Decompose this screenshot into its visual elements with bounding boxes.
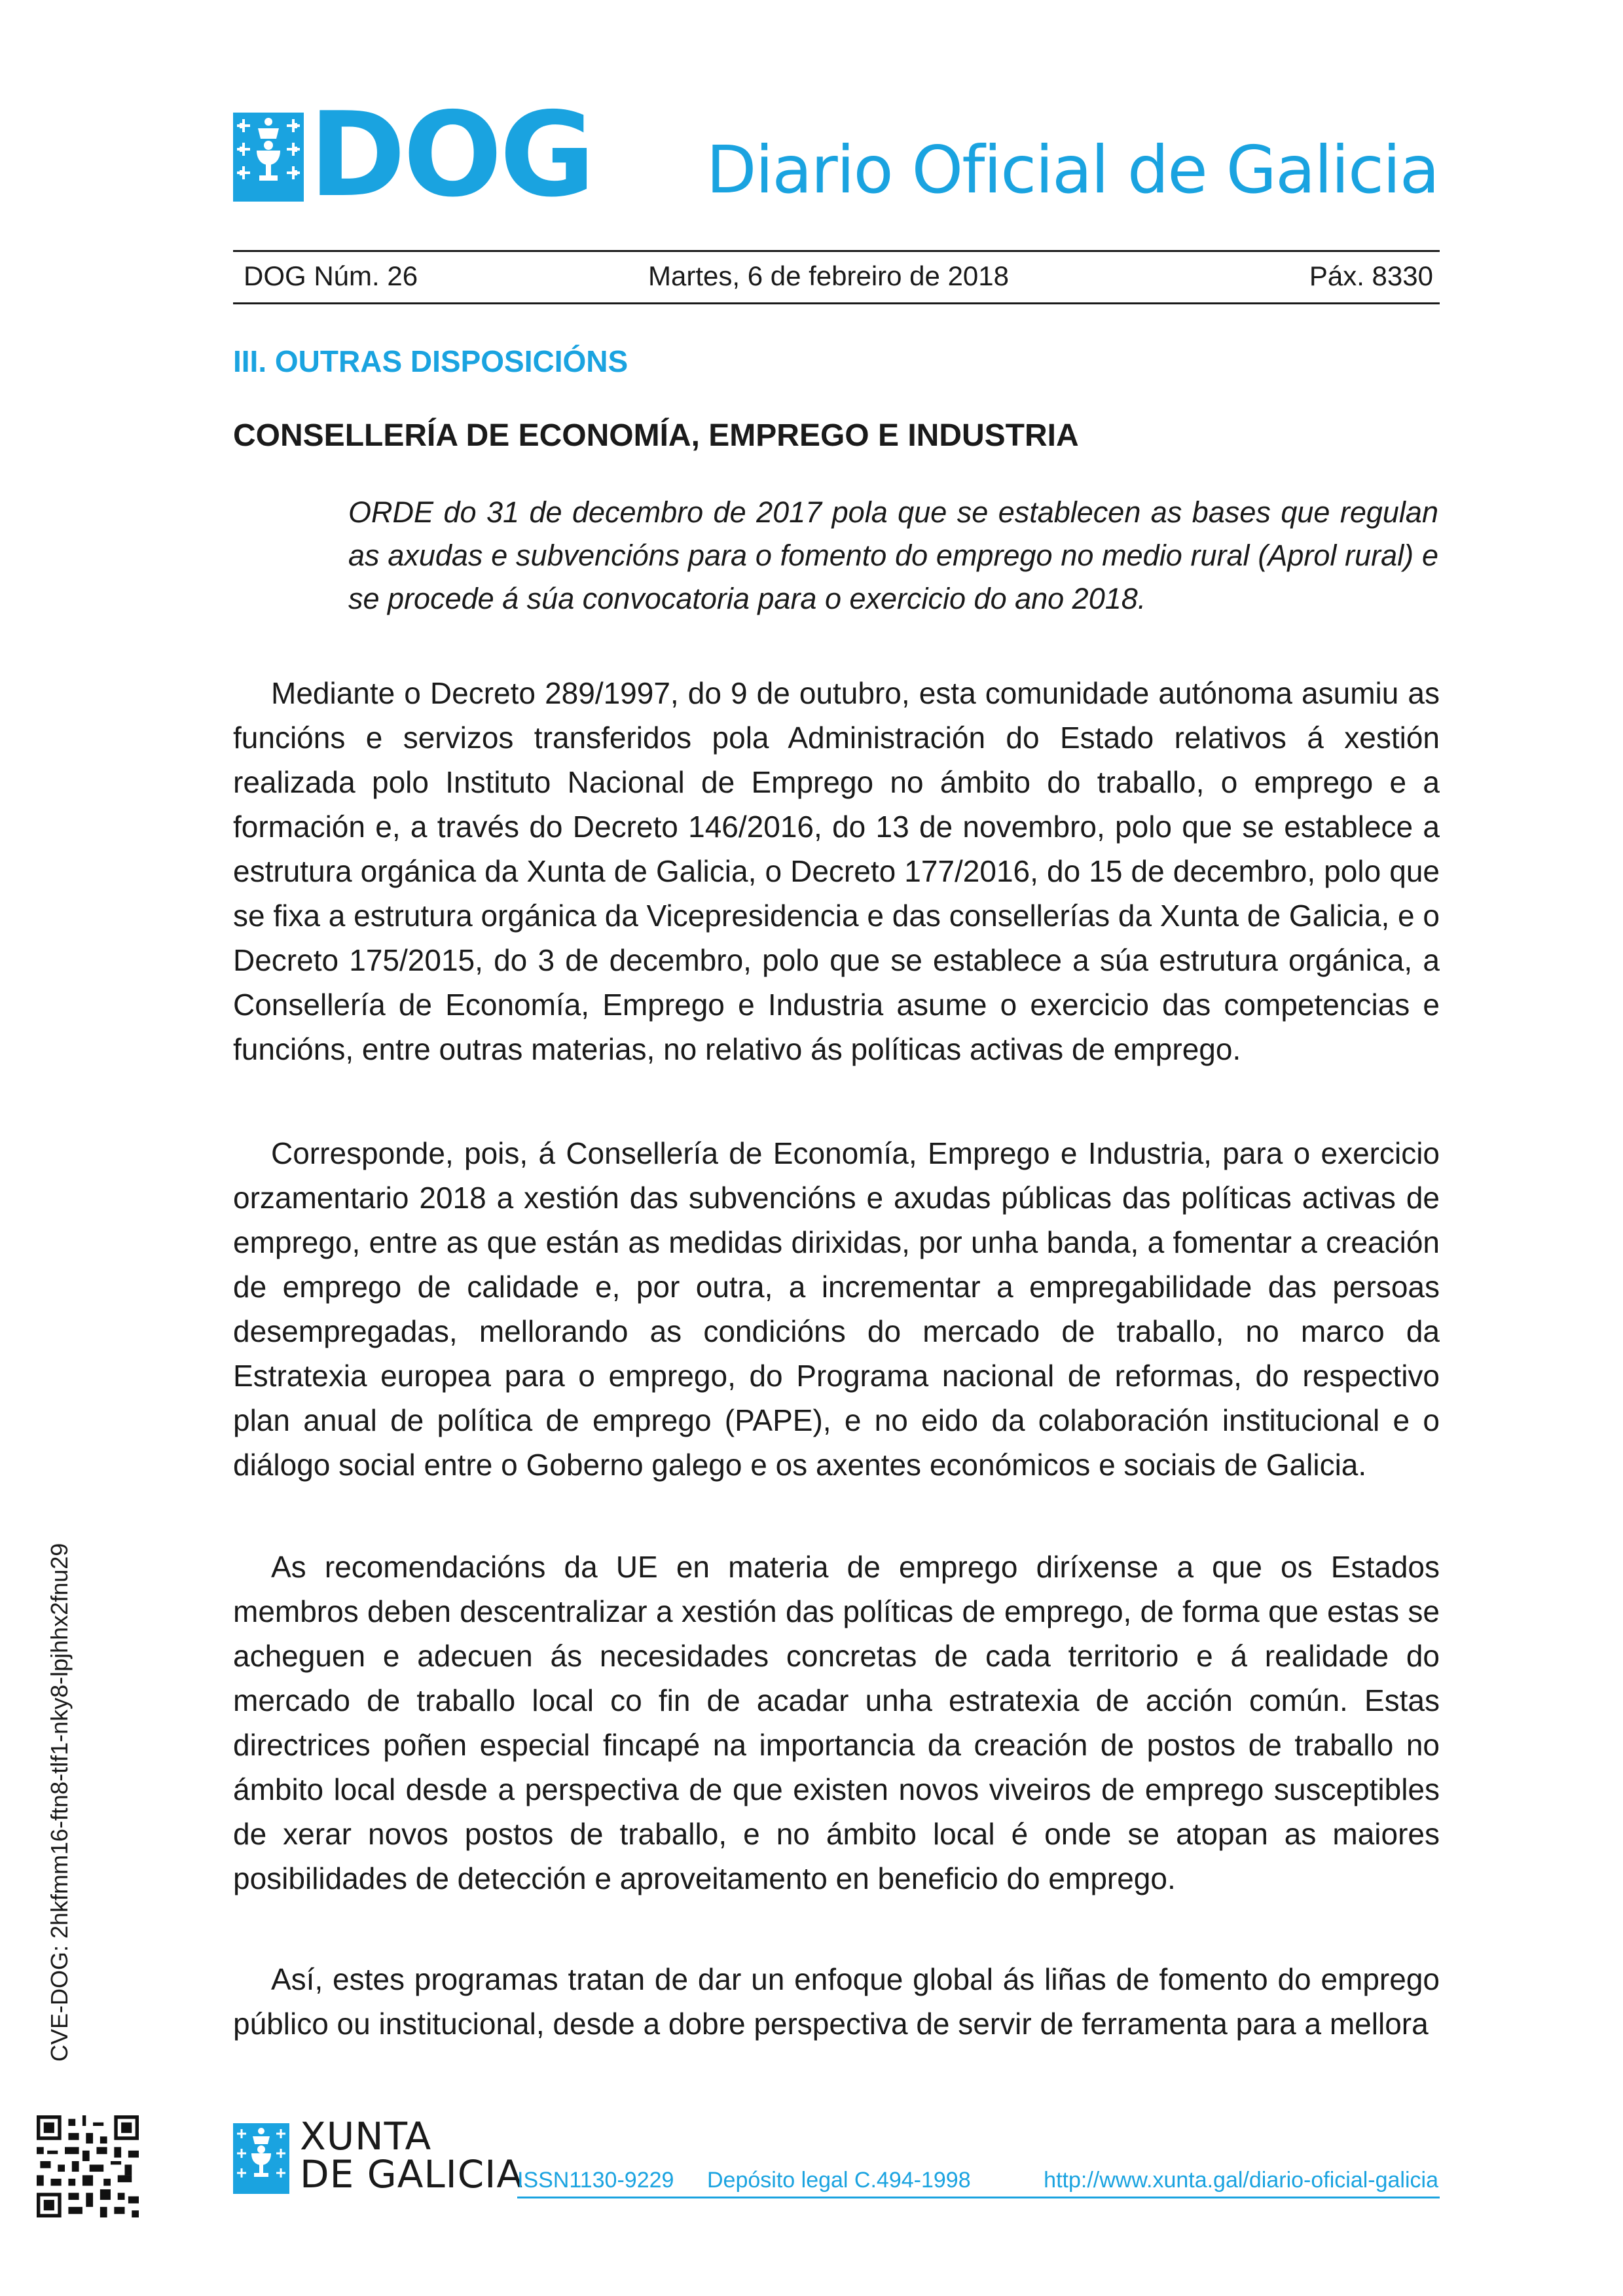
header-divider-bottom: [233, 302, 1440, 304]
body-paragraph: Así, estes programas tratan de dar un enfoque global ás liñas de fomento do emprego público ou institucional, desde a dobre perspectiva de servir de ferramenta para a mellora: [233, 1962, 1440, 2041]
footer-divider: [517, 2197, 1440, 2198]
galicia-coat-of-arms-icon: [233, 113, 304, 202]
body-paragraph: As recomendacións da UE en materia de emprego diríxense a que os Estados membros deben descentralizar a xestión das políticas de emprego, de forma que estas se acheguen e adecuen ás necesidades concretas de cada territorio e á realidade do mercado de traballo local co fin de acadar unha estratexia de acción común. Estas directrices poñen especial fincapé na importancia da creación de postos de traballo no ámbito local desde a perspectiva de que existen novos viveiros de emprego susceptibles de xerar novos postos de traballo, e no ámbito local é onde se atopan as maiores posibilidades de detección e aproveitamento en beneficio do emprego.: [233, 1550, 1440, 1895]
footer-issn: ISSN1130-9229: [517, 2168, 674, 2193]
ministry-title: CONSELLERÍA DE ECONOMÍA, EMPREGO E INDUSTRIA: [233, 418, 1079, 453]
issue-date: Martes, 6 de febreiro de 2018: [648, 260, 1010, 291]
cve-code: CVE-DOG: 2hkfmm16-ftn8-tlf1-nky8-lpjhhx2fnu29: [46, 1543, 73, 2062]
xunta-logo-line2: DE GALICIA: [300, 2152, 524, 2197]
qr-code-icon: [37, 2115, 139, 2217]
section-title: III. OUTRAS DISPOSICIÓNS: [233, 344, 629, 378]
logo-text: DOG: [309, 87, 593, 223]
order-title: ORDE do 31 de decembro de 2017 pola que se establecen as bases que regulan as axudas e subvencións para o fomento do emprego no medio rural (Aprol rural) e se procede á súa convocatoria para o exercicio do ano 2018.: [348, 495, 1438, 615]
body-paragraph: Mediante o Decreto 289/1997, do 9 de outubro, esta comunidade autónoma asumiu as funcións e servizos transferidos pola Administración do Estado relativos á xestión realizada polo Instituto Nacional de Emprego no ámbito do traballo, o emprego e a formación e, a través do Decreto 146/2016, do 13 de novembro, polo que se establece a estrutura orgánica da Xunta de Galicia, o Decreto 177/2016, do 15 de decembro, polo que se fixa a estrutura orgánica da Vicepresidencia e das consellerías da Xunta de Galicia, e o Decreto 175/2015, do 3 de decembro, polo que se establece a súa estrutura orgánica, a Consellería de Economía, Emprego e Industria asume o exercicio das competencias e funcións, entre outras materias, no relativo ás políticas activas de emprego.: [233, 676, 1440, 1066]
xunta-coat-of-arms-icon: [233, 2123, 289, 2194]
xunta-logo-line1: XUNTA: [300, 2114, 432, 2159]
body-paragraph: Corresponde, pois, á Consellería de Economía, Emprego e Industria, para o exercicio orzamentario 2018 a xestión das subvencións e axudas públicas das políticas activas de emprego, entre as que están as medidas dirixidas, por unha banda, a fomentar a creación de emprego de calidade e, por outra, a incrementar a empregabilidade das persoas desempregadas, mellorando as condicións do mercado de traballo, no marco da Estratexia europea para o emprego, do Programa nacional de reformas, do respectivo plan anual de política de emprego (PAPE), e no eido da colaboración institucional e o diálogo social entre o Goberno galego e os axentes económicos e sociais de Galicia.: [233, 1136, 1440, 1482]
page-number: Páx. 8330: [1309, 260, 1433, 291]
issue-number: DOG Núm. 26: [244, 260, 418, 291]
masthead-title: Diario Oficial de Galicia: [706, 132, 1438, 208]
header-divider-top: [233, 250, 1440, 252]
footer-legal-deposit: Depósito legal C.494-1998: [707, 2168, 971, 2193]
footer-url-link[interactable]: http://www.xunta.gal/diario-oficial-galicia: [1044, 2168, 1438, 2193]
